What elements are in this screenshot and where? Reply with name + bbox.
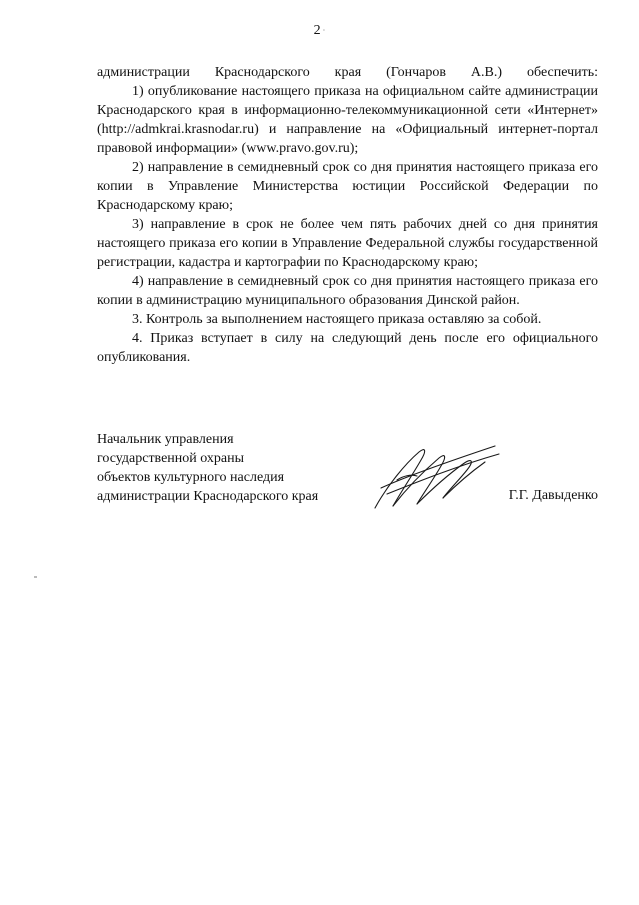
document-body (97, 63, 598, 367)
paragraph-item-2: 2) направление в семидневный срок со дня принятия настоящего приказа его копии в Управление Министерства юстиции Российской Федерации по Краснодарскому краю; (97, 160, 598, 213)
paragraph-intro: администрации Краснодарского края (Гончаров А.В.) обеспечить: (97, 65, 598, 80)
signature-block (97, 430, 598, 510)
signer-position-line: Начальник управления (97, 432, 234, 447)
paragraph-item-1: 1) опубликование настоящего приказа на официальном сайте администрации Краснодарского края в информационно-телекоммуникационной сети «Интернет» (http://admkrai.krasnodar.ru) и направление на «Официальный интернет-портал правовой информации» (www.pravo.gov.ru); (97, 84, 598, 156)
handwritten-signature (367, 436, 507, 516)
paragraph-control: 3. Контроль за выполнением настоящего приказа оставляю за собой. (132, 312, 542, 327)
signer-name: Г.Г. Давыденко (508, 488, 598, 503)
paragraph-effective-date: 4. Приказ вступает в силу на следующий день после его официального опубликования. (97, 331, 598, 365)
paragraph-item-4: 4) направление в семидневный срок со дня принятия настоящего приказа его копии в администрацию муниципального образования Динской район. (97, 274, 598, 308)
page-number-value: 2 (313, 23, 321, 39)
signer-position-line: объектов культурного наследия (97, 470, 285, 485)
signer-position (97, 430, 318, 506)
page-number-mark: · (322, 26, 326, 35)
page-number (0, 22, 639, 40)
paragraph-item-3: 3) направление в срок не более чем пять рабочих дней со дня принятия настоящего приказа его копии в Управление Федеральной службы государственной регистрации, кадастра и картографии по Краснодарскому краю; (97, 217, 598, 270)
scan-speck (34, 576, 37, 578)
signer-position-line: государственной охраны (97, 451, 245, 466)
signer-position-line: администрации Краснодарского края (97, 489, 319, 504)
